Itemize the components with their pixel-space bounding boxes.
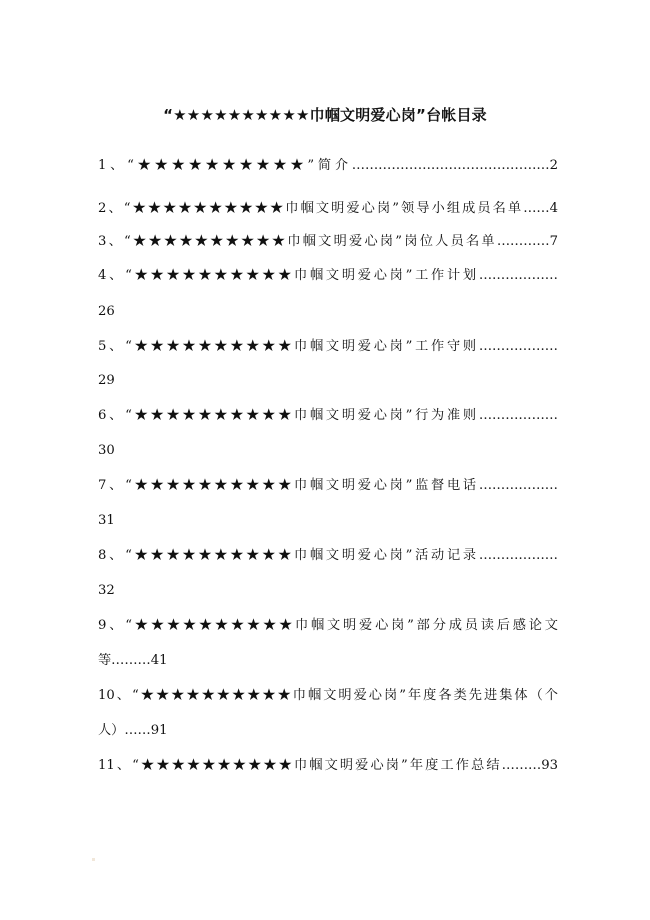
toc-entry-4-page: 26 <box>98 304 115 319</box>
toc-entry-8: 8、“★★★★★★★★★★巾帼文明爱心岗”活动记录……………… <box>98 548 558 563</box>
toc-entry-5: 5、“★★★★★★★★★★巾帼文明爱心岗”工作守则……………… <box>98 339 558 354</box>
toc-entry-4: 4、“★★★★★★★★★★巾帼文明爱心岗”工作计划……………… <box>98 268 558 283</box>
toc-entry-5-page: 29 <box>98 373 115 388</box>
toc-entry-8-page: 32 <box>98 583 115 598</box>
paper-speck <box>92 858 95 861</box>
toc-entry-7: 7、“★★★★★★★★★★巾帼文明爱心岗”监督电话……………… <box>98 478 558 493</box>
toc-entry-9: 9、“★★★★★★★★★★巾帼文明爱心岗”部分成员读后感论文 <box>98 618 558 633</box>
toc-entry-6-page: 30 <box>98 443 115 458</box>
toc-entry-2: 2、“★★★★★★★★★★巾帼文明爱心岗”领导小组成员名单……4 <box>98 201 558 216</box>
toc-entry-1: 1、“★★★★★★★★★★”简介………………………………………2 <box>98 158 558 173</box>
toc-entry-10: 10、“★★★★★★★★★★巾帼文明爱心岗”年度各类先进集体（个 <box>98 688 558 703</box>
toc-entry-7-page: 31 <box>98 513 115 528</box>
toc-entry-6: 6、“★★★★★★★★★★巾帼文明爱心岗”行为准则……………… <box>98 408 558 423</box>
toc-entry-11: 11、“★★★★★★★★★★巾帼文明爱心岗”年度工作总结………93 <box>98 758 558 773</box>
toc-entry-9-continued: 等………41 <box>98 653 168 668</box>
toc-entry-3: 3、“★★★★★★★★★★巾帼文明爱心岗”岗位人员名单…………7 <box>98 234 558 249</box>
toc-entry-10-continued: 人）……91 <box>98 723 168 738</box>
document-title: “★★★★★★★★★★巾帼文明爱心岗”台帐目录 <box>163 106 487 124</box>
